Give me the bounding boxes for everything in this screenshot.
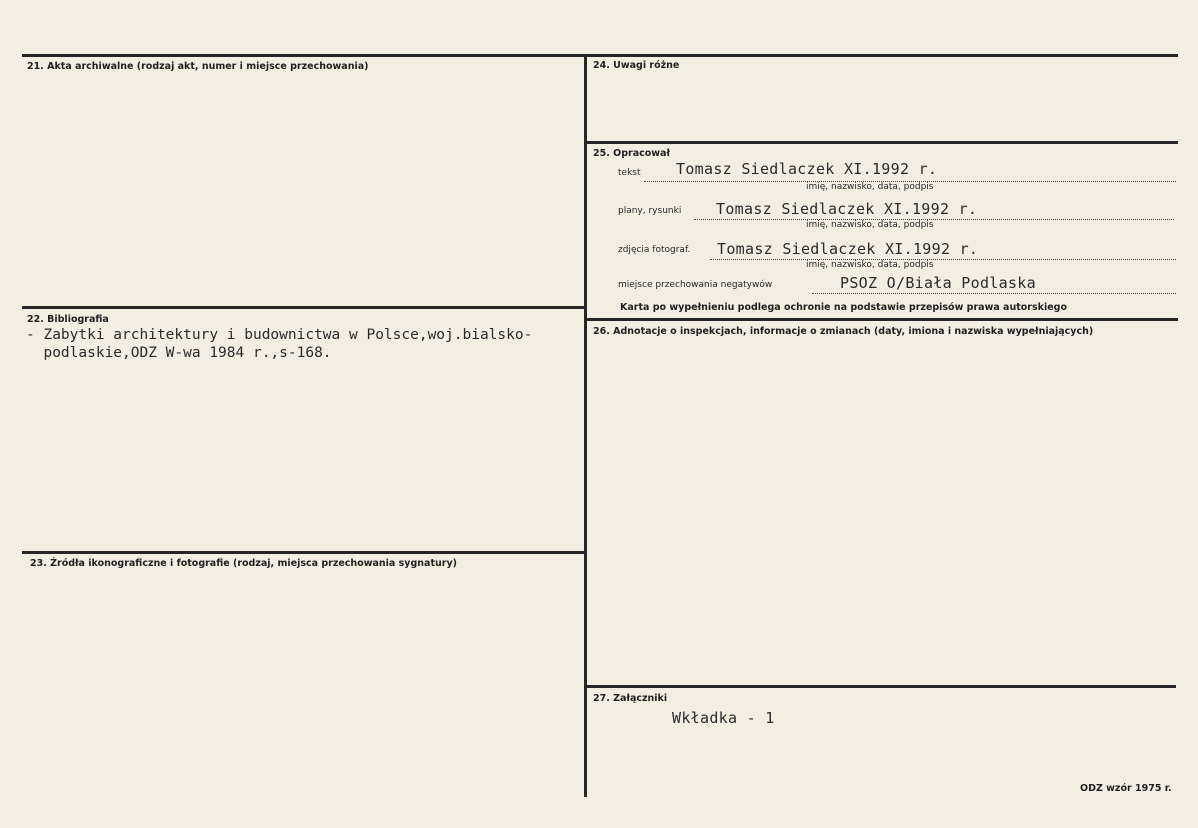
- bibliography-line-2: podlaskie,ODZ W-wa 1984 r.,s-168.: [26, 345, 332, 361]
- zdjecia-label: zdjęcia fotograf.: [618, 245, 691, 255]
- tekst-label: tekst: [618, 168, 641, 178]
- divider-21-22: [22, 306, 586, 309]
- top-border: [22, 54, 1178, 57]
- section-24-label: 24. Uwagi różne: [593, 60, 680, 71]
- negatywy-label: miejsce przechowania negatywów: [618, 280, 773, 290]
- section-26-label: 26. Adnotacje o inspekcjach, informacje o zmianach (daty, imiona i nazwiska wypełniających): [593, 326, 1094, 337]
- attachments-value: Wkładka - 1: [672, 709, 775, 727]
- tekst-caption: imię, nazwisko, data, podpis: [806, 182, 934, 192]
- section-25-label: 25. Opracował: [593, 148, 670, 159]
- divider-25-26: [586, 318, 1178, 321]
- plany-dotted-line: [694, 219, 1174, 220]
- plany-caption: imię, nazwisko, data, podpis: [806, 220, 934, 230]
- section-27-label: 27. Załączniki: [593, 693, 668, 704]
- zdjecia-dotted-line: [710, 259, 1176, 260]
- zdjecia-caption: imię, nazwisko, data, podpis: [806, 260, 934, 270]
- copyright-note: Karta po wypełnieniu podlega ochronie na podstawie przepisów prawa autorskiego: [620, 302, 1067, 313]
- tekst-value: Tomasz Siedlaczek XI.1992 r.: [676, 160, 938, 178]
- section-23-label: 23. Źródła ikonograficzne i fotografie (rodzaj, miejsca przechowania sygnatury): [30, 558, 457, 569]
- plany-label: plany, rysunki: [618, 206, 682, 216]
- divider-26-27: [586, 685, 1176, 688]
- zdjecia-value: Tomasz Siedlaczek XI.1992 r.: [717, 240, 979, 258]
- negatywy-dotted-line: [812, 293, 1176, 294]
- plany-value: Tomasz Siedlaczek XI.1992 r.: [716, 200, 978, 218]
- divider-24-25: [586, 141, 1178, 144]
- bibliography-line-1: - Zabytki architektury i budownictwa w Polsce,woj.bialsko-: [26, 327, 533, 343]
- negatywy-value: PSOZ O/Biała Podlaska: [840, 274, 1036, 292]
- section-21-label: 21. Akta archiwalne (rodzaj akt, numer i miejsce przechowania): [27, 61, 369, 72]
- divider-22-23: [22, 551, 586, 554]
- section-22-label: 22. Bibliografia: [27, 314, 109, 325]
- form-code: ODZ wzór 1975 r.: [1080, 783, 1172, 794]
